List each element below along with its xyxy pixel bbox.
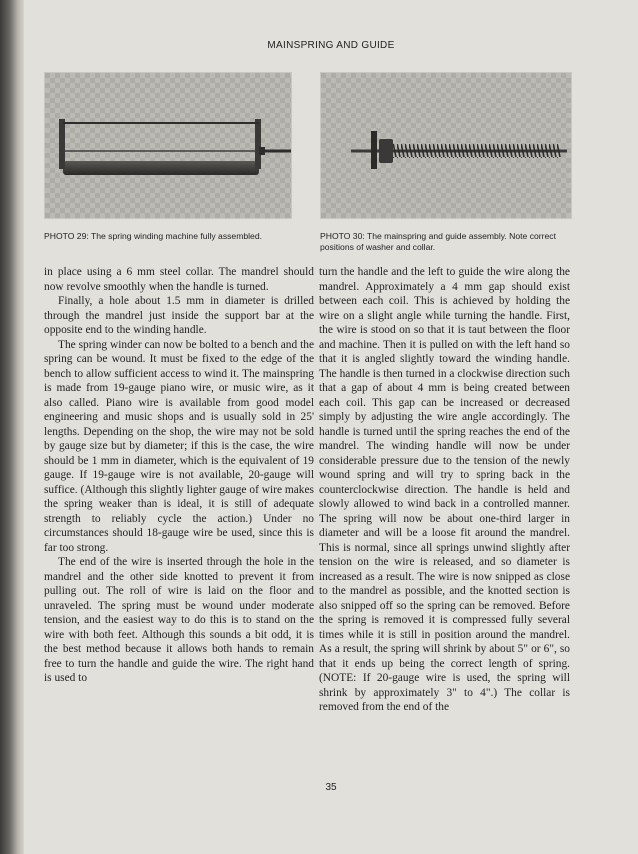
- book-binding-shadow: [0, 0, 24, 854]
- photo-30-label: PHOTO 30:: [320, 231, 365, 241]
- left-paragraph-4: The end of the wire is inserted through the hole in the mandrel and the other side knotted to prevent it from pulling out. The roll of wire is laid on the floor and unraveled. The spring must be wound under moderate tension, and the easiest way to do this is to stand on the wire with both feet. Although this sounds a bit odd, it is the best method because it allows both hands to remain free to turn the handle and guide the wire. The right hand is used to: [44, 556, 314, 684]
- body-column-left: [44, 265, 314, 686]
- page-number: 35: [325, 782, 337, 793]
- photo-30: [320, 72, 572, 219]
- photo-30-text: The mainspring and guide assembly. Note correct positions of washer and collar.: [320, 231, 556, 252]
- photo-29: [44, 72, 292, 219]
- mainspring-guide-image: [321, 73, 571, 218]
- spring-winding-machine-image: [45, 73, 291, 218]
- photo-29-caption: [44, 231, 304, 242]
- photo-30-caption: [320, 231, 574, 253]
- left-paragraph-2: Finally, a hole about 1.5 mm in diameter is drilled through the mandrel just inside the support bar at the opposite end to the winding handle.: [44, 295, 314, 336]
- book-page: [24, 0, 638, 854]
- running-header: MAINSPRING AND GUIDE: [267, 40, 395, 51]
- body-column-right: [319, 265, 570, 715]
- photo-29-text: The spring winding machine fully assembled.: [90, 231, 262, 241]
- right-paragraph-1: turn the handle and the left to guide the wire along the mandrel. Approximately a 4 mm gap should exist between each coil. This is achieved by holding the wire on a slight angle while turning the handle. First, the wire is stood on so that it is taut between the floor and machine. Then it is pulled on with the left hand so that it is angled slightly toward the winding handle. The handle is then turned in a clockwise direction such that a gap of about 4 mm is being created between each coil. This gap can be increased or decreased simply by adjusting the wire angle accordingly. The handle is turned until the spring reaches the end of the mandrel. The winding handle will now be under considerable pressure due to the tension of the newly wound spring and will try to spring back in the counterclockwise direction. The handle is held and slowly allowed to wind back in a controlled manner. The spring will now be about one-third larger in diameter and will be a loose fit around the mandrel. This is normal, since all springs unwind slightly after tension on the wire is released, and so diameter is increased as a result. The wire is now snipped as close to the mandrel as possible, and the knotted section is also snipped off so the spring can be removed. Before the spring is removed it is compressed fully several times while it is still in position around the mandrel. As a result, the spring will shrink by about 5" or 6", so that it ends up being the correct length of spring. (NOTE: If 20-gauge wire is used, the spring will shrink by approximately 3" to 4".) The collar is removed from the end of the: [319, 266, 570, 713]
- left-paragraph-1: in place using a 6 mm steel collar. The mandrel should now revolve smoothly when the handle is turned.: [44, 266, 314, 293]
- photo-29-label: PHOTO 29:: [44, 231, 89, 241]
- left-paragraph-3: The spring winder can now be bolted to a bench and the spring can be wound. It must be fixed to the edge of the bench to allow sufficient access to wind it. The mainspring is made from 19-gauge piano wire, or music wire, as it also called. Piano wire is available from good model engineering and music shops and is usually sold in 25' lengths. Depending on the shop, the wire may not be sold by gauge size but by diameter; if this is the case, the wire should be 1 mm in diameter, which is the equivalent of 19 gauge. If 19-gauge wire is not available, 20-gauge will suffice. (Although this slightly lighter gauge of wire makes the spring weaker than is ideal, it is still of adequate strength to reliably cycle the action.) Under no circumstances should 18-gauge wire be used, since this is far too strong.: [44, 338, 314, 554]
